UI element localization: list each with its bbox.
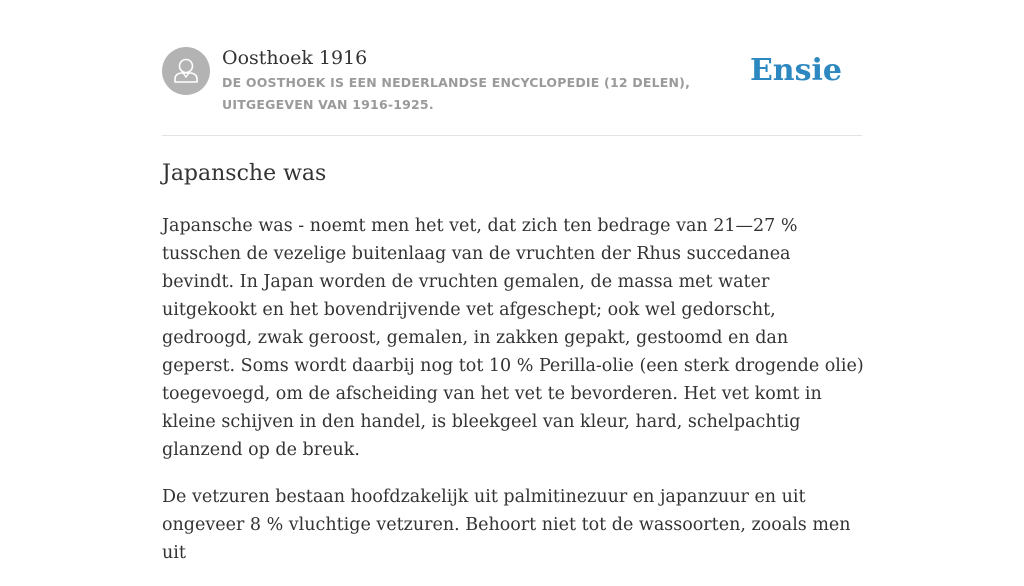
article-paragraph: Japansche was - noemt men het vet, dat zich ten bedrage van 21—27 % tusschen de vezelige buitenlaag van de vruchten der Rhus succedanea bevindt. In Japan worden de vruchten gemalen, de massa met water uitgekookt en het bovendrijvende vet afgeschept; ook wel gedorscht, gedroogd, zwak geroost, gemalen, in zakken gepakt, gestoomd en dan geperst. Soms wordt daarbij nog tot 10 % Perilla-olie (een sterk drogende olie) toegevoegd, om de afscheiding van het vet te bevorderen. Het vet komt in kleine schijven in den handel, is bleekgeel van kleur, hard, schelpachtig glanzend op de breuk. bbox=[162, 216, 864, 460]
source-title[interactable]: Oosthoek 1916 bbox=[222, 47, 368, 69]
user-icon bbox=[162, 47, 210, 95]
ensie-logo[interactable]: Ensie bbox=[749, 53, 842, 88]
source-description: DE OOSTHOEK IS EEN NEDERLANDSE ENCYCLOPEDIE (12 DELEN), UITGEGEVEN VAN 1916-1925. bbox=[222, 75, 691, 112]
source-header bbox=[162, 45, 862, 135]
article-body bbox=[162, 212, 866, 586]
avatar[interactable] bbox=[162, 47, 210, 95]
header-divider bbox=[162, 135, 862, 136]
article-paragraph: De vetzuren bestaan hoofdzakelijk uit palmitinezuur en japanzuur en uit ongeveer 8 % vluchtige vetzuren. Behoort niet tot de wassoorten, zooals men uit bbox=[162, 487, 851, 563]
article-title: Japansche was bbox=[162, 161, 327, 186]
